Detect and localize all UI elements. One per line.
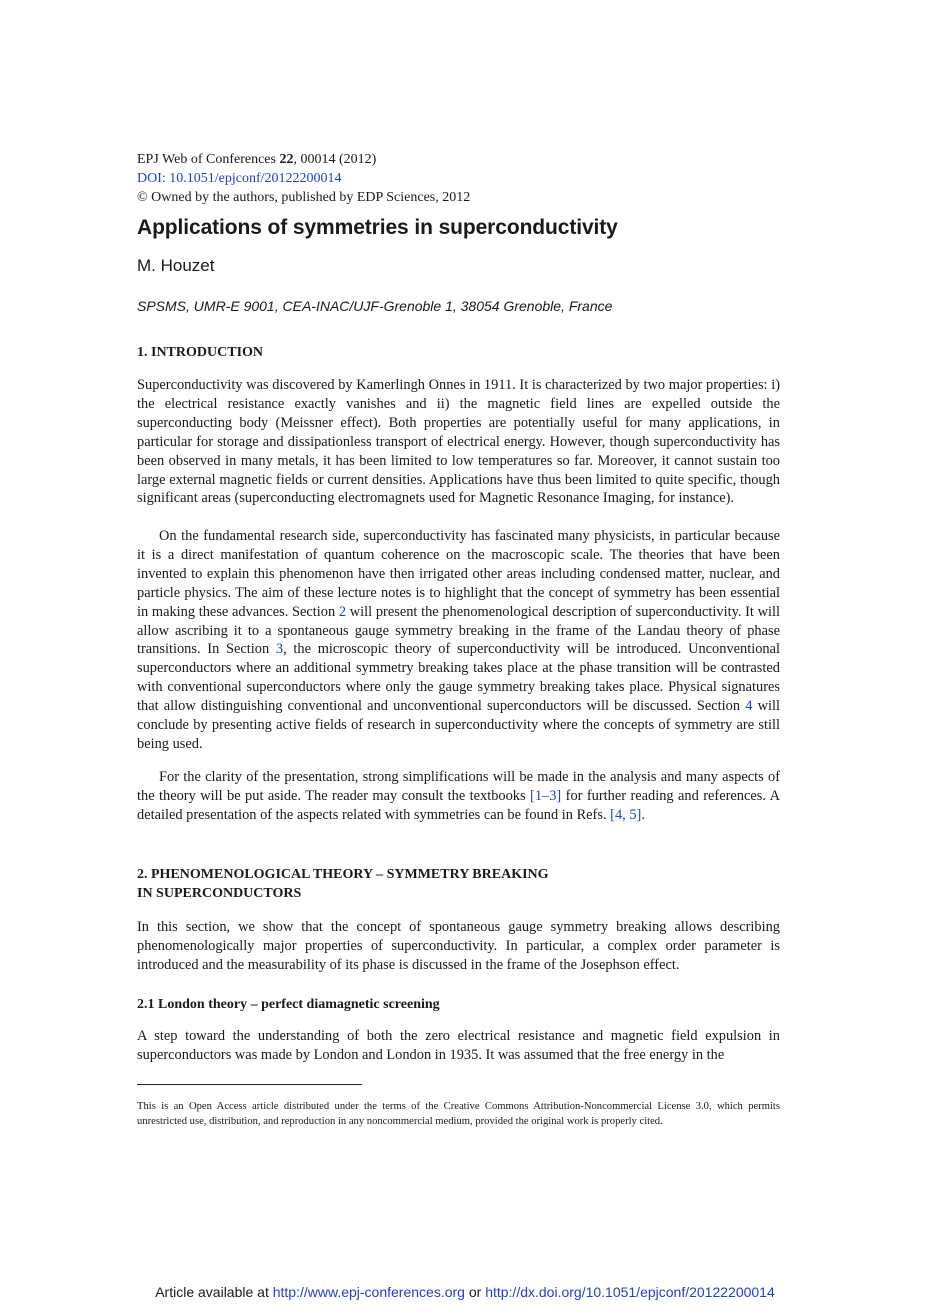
journal-volume: 22 [279,152,294,167]
section-heading-phenomenological: 2. PHENOMENOLOGICAL THEORY – SYMMETRY BREAKING IN SUPERCONDUCTORS [137,867,549,901]
subsection-heading-london: 2.1 London theory – perfect diamagnetic screening [137,997,440,1012]
intro-paragraph-2: On the fundamental research side, superconductivity has fascinated many physicists, in particular because it is a direct manifestation of quantum coherence on the macroscopic scale. The theories that have been invented to explain this phenomenon have then irrigated other areas including condensed matter, nuclear, and particle physics. The aim of these lecture notes is to highlight that the concept of symmetry has been essential in making these advances. Section 2 will present the phenomenological description of superconductivity. It will allow ascribing it to a spontaneous gauge symmetry breaking in the frame of the Landau theory of phase transitions. In Section 3, the microscopic theory of superconductivity will be introduced. Unconventional superconductors where an additional symmetry breaking takes place at the phase transition will be contrasted with conventional superconductors where only the gauge symmetry breaking takes place. Physical signatures that allow distinguishing conventional and unconventional superconductors will be discussed. Section 4 will conclude by presenting active fields of research in superconductivity where the concepts of symmetry are still being used. [137,528,780,752]
journal-citation: EPJ Web of Conferences 22, 00014 (2012) [137,152,377,167]
author-name: M. Houzet [137,256,215,275]
intro-paragraph-3: For the clarity of the presentation, strong simplifications will be made in the analysis and many aspects of the theory will be put aside. The reader may consult the textbooks [1–3] for further reading and references. A detailed presentation of the aspects related with symmetries can be found in Refs. [4, 5]. [137,769,780,823]
footnote-divider [137,1084,362,1085]
copyright-line: © Owned by the authors, published by EDP Sciences, 2012 [137,190,471,205]
doi-link[interactable]: DOI: 10.1051/epjconf/20122200014 [137,171,342,186]
section-ref-link[interactable]: 4 [745,698,753,715]
doi-url-link[interactable]: http://dx.doi.org/10.1051/epjconf/20122200014 [485,1284,775,1300]
open-access-footnote: This is an Open Access article distributed under the terms of the Creative Commons Attribution-Noncommercial License 3.0, which permits unrestricted use, distribution, and reproduction in any noncommercial medium, provided the original work is properly cited. [137,1101,780,1127]
intro-paragraph-1: Superconductivity was discovered by Kamerlingh Onnes in 1911. It is characterized by two major properties: i) the electrical resistance exactly vanishes and ii) the magnetic field lines are expelled outside the superconducting body (Meissner effect). Both properties are potentially useful for many applications, in particular for storage and dissipationless transport of electrical energy. However, though superconductivity has been observed in many metals, it has been limited to low temperatures so far. Moreover, it cannot sustain too large external magnetic fields or current densities. Applications have thus been limited to quite specific, though significant areas (superconducting electromagnets used for Magnetic Resonance Imaging, for instance). [137,377,780,507]
section-heading-introduction: 1. INTRODUCTION [137,345,264,360]
section-ref-link[interactable]: 3 [275,641,284,658]
epj-conferences-link[interactable]: http://www.epj-conferences.org [272,1284,465,1300]
journal-header [137,150,470,207]
section-ref-link[interactable]: 2 [338,603,347,620]
paper-title: Applications of symmetries in superconductivity [137,216,618,239]
subsection-paragraph-1: A step toward the understanding of both the zero electrical resistance and magnetic field expulsion in superconductors was made by London and London in 1935. It was assumed that the free energy in the [137,1028,780,1063]
section2-paragraph-1: In this section, we show that the concept of spontaneous gauge symmetry breaking allows describing phenomenologically major properties of superconductivity. In particular, a complex order parameter is introduced and the measurability of its phase is discussed in the frame of the Josephson effect. [137,919,780,973]
citation-link[interactable]: [1–3] [530,787,562,804]
citation-link[interactable]: [4, 5] [610,806,642,823]
author-affiliation: SPSMS, UMR-E 9001, CEA-INAC/UJF-Grenoble 1, 38054 Grenoble, France [137,298,613,314]
article-availability-line: Article available at http://www.epj-conferences.org or http://dx.doi.org/10.1051/epjconf/20122200014 [155,1284,775,1300]
